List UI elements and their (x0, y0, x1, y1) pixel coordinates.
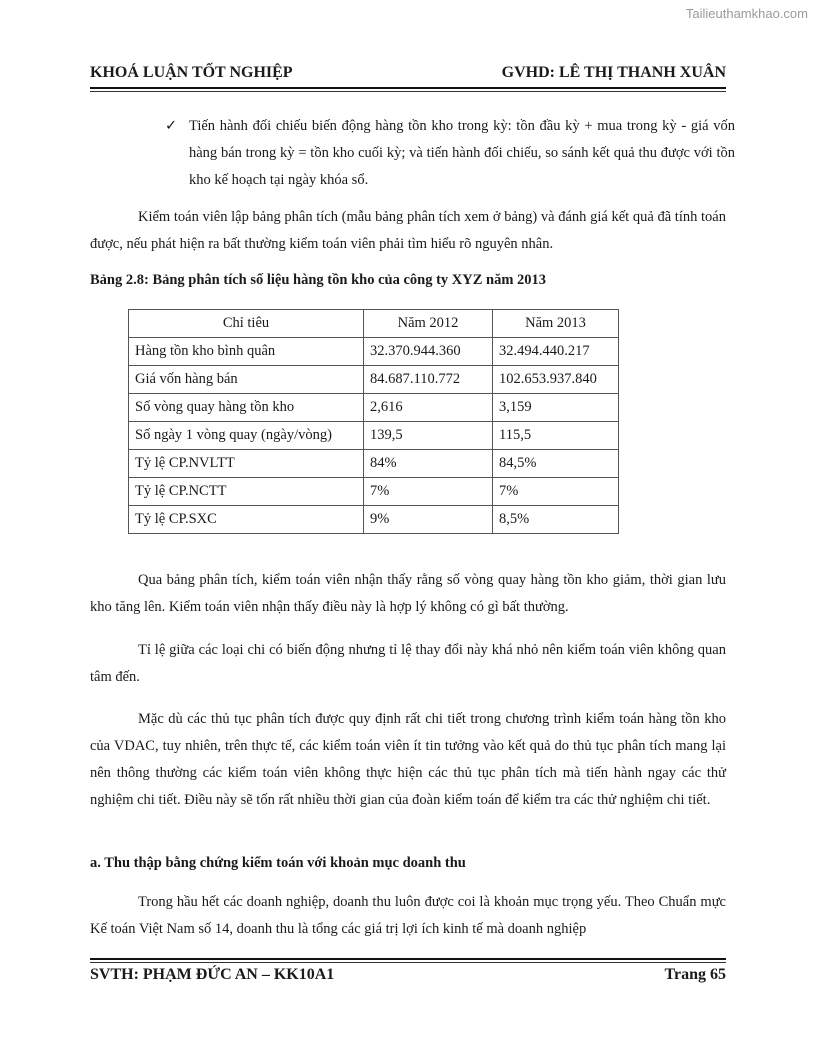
table-header-cell: Chỉ tiêu (129, 310, 364, 338)
table-cell: 32.370.944.360 (364, 338, 493, 366)
table-cell: 84% (364, 450, 493, 478)
footer-student: SVTH: PHẠM ĐỨC AN – KK10A1 (90, 966, 335, 983)
table-cell: Giá vốn hàng bán (129, 366, 364, 394)
table-header-row (129, 310, 619, 338)
paragraph-revenue: Trong hầu hết các doanh nghiệp, doanh thu luôn được coi là khoản mục trọng yếu. Theo Chuẩn mực Kế toán Việt Nam số 14, doanh thu là tổng các giá trị lợi ích kinh tế mà doanh nghiệp (90, 894, 726, 937)
table-row (129, 338, 619, 366)
header-thesis-title: KHOÁ LUẬN TỐT NGHIỆP (90, 64, 293, 81)
paragraph-turnover-observation: Qua bảng phân tích, kiểm toán viên nhận thấy rằng số vòng quay hàng tồn kho giảm, thời gian lưu kho tăng lên. Kiểm toán viên nhận thấy điều này là hợp lý không có gì bất thường. (90, 572, 726, 615)
table-caption: Bảng 2.8: Bảng phân tích số liệu hàng tồn kho của công ty XYZ năm 2013 (90, 272, 547, 288)
table-cell: 3,159 (493, 394, 619, 422)
table-cell: 8,5% (493, 506, 619, 534)
footer-divider (90, 958, 726, 960)
watermark: Tailieuthamkhao.com (685, 6, 808, 21)
header-advisor: GVHD: LÊ THỊ THANH XUÂN (501, 64, 726, 81)
paragraph-analysis-intro: Kiểm toán viên lập bảng phân tích (mẫu bảng phân tích xem ở bảng) và đánh giá kết quả đã tính toán được, nếu phát hiện ra bất thường kiểm toán viên phải tìm hiểu rõ nguyên nhân. (90, 209, 726, 252)
page-number: Trang 65 (664, 966, 726, 983)
page-footer (90, 966, 726, 988)
table-cell: Tỷ lệ CP.SXC (129, 506, 364, 534)
table-cell: 2,616 (364, 394, 493, 422)
table-cell: 115,5 (493, 422, 619, 450)
table-header-cell: Năm 2013 (493, 310, 619, 338)
table-cell: 84.687.110.772 (364, 366, 493, 394)
table-row (129, 450, 619, 478)
section-subheading: a. Thu thập bằng chứng kiểm toán với khoản mục doanh thu (90, 855, 466, 871)
header-divider (90, 87, 726, 89)
table-cell: Tỷ lệ CP.NCTT (129, 478, 364, 506)
header-divider-thin (90, 91, 726, 92)
table-cell: 139,5 (364, 422, 493, 450)
inventory-analysis-table (128, 309, 619, 534)
table-header-cell: Năm 2012 (364, 310, 493, 338)
table-row (129, 394, 619, 422)
paragraph-cost-ratio: Tỉ lệ giữa các loại chi có biến động nhưng tỉ lệ thay đổi này khá nhỏ nên kiểm toán viên không quan tâm đến. (90, 642, 726, 685)
table-cell: 7% (493, 478, 619, 506)
footer-divider-thin (90, 962, 726, 963)
table-cell: 102.653.937.840 (493, 366, 619, 394)
table-cell: 84,5% (493, 450, 619, 478)
checkmark-icon: ✓ (165, 118, 178, 134)
table-cell: Hàng tồn kho bình quân (129, 338, 364, 366)
table-cell: Tỷ lệ CP.NVLTT (129, 450, 364, 478)
table-row (129, 506, 619, 534)
table-cell: Số ngày 1 vòng quay (ngày/vòng) (129, 422, 364, 450)
bullet-item (165, 113, 735, 194)
table-cell: Số vòng quay hàng tồn kho (129, 394, 364, 422)
table-cell: 9% (364, 506, 493, 534)
table-cell: 32.494.440.217 (493, 338, 619, 366)
paragraph-analytical-procedures: Mặc dù các thủ tục phân tích được quy định rất chi tiết trong chương trình kiểm toán hàng tồn kho của VDAC, tuy nhiên, trên thực tế, các kiểm toán viên ít tin tưởng vào kết quả do thủ tục phân tích mang lại nên thông thường các kiểm toán viên không thực hiện các thủ tục phân tích mà tiến hành ngay các thử nghiệm chi tiết. Điều này sẽ tốn rất nhiều thời gian của đoàn kiểm toán để kiểm tra các thử nghiệm chi tiết. (90, 711, 726, 808)
table-row (129, 422, 619, 450)
table-row (129, 478, 619, 506)
table-cell: 7% (364, 478, 493, 506)
table-row (129, 366, 619, 394)
bullet-text: Tiến hành đối chiếu biến động hàng tồn kho trong kỳ: tồn đầu kỳ + mua trong kỳ - giá vốn hàng bán trong kỳ = tồn kho cuối kỳ; và tiến hành đối chiếu, so sánh kết quả thu được với tồn kho kế hoạch tại ngày khóa sổ. (189, 118, 735, 188)
page-header (90, 64, 726, 86)
